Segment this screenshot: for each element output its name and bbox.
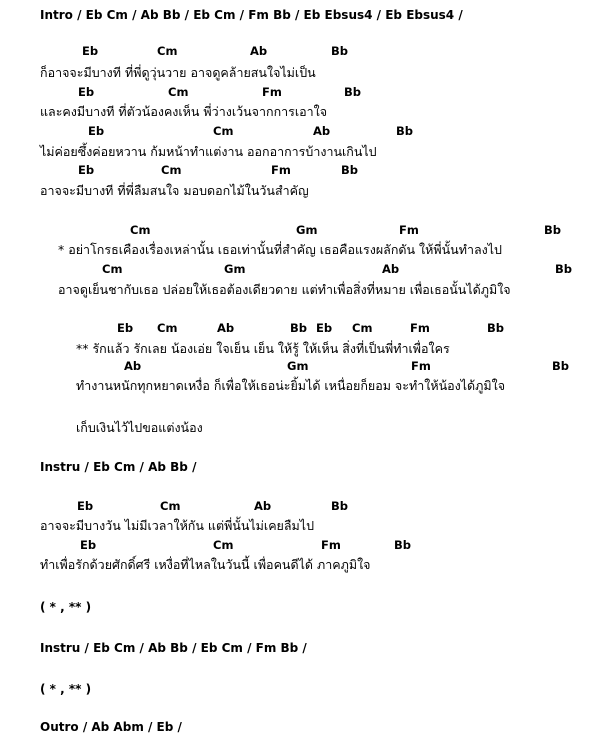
intro-line: Intro / Eb Cm / Ab Bb / Eb Cm / Fm Bb / Eb Ebsus4 / Eb Ebsus4 / [40,8,463,22]
chord: Ab [382,262,400,276]
chord: Gm [287,359,309,373]
chord: Cm [160,499,181,513]
chord: Cm [213,538,234,552]
chord: Fm [410,321,430,335]
chord: Cm [102,262,123,276]
chord: Fm [321,538,341,552]
chord: Bb [544,223,561,237]
chord: Ab [254,499,272,513]
chord: Cm [157,321,178,335]
lyric-line-tag: เก็บเงินไว้ไปขอแต่งน้อง [76,420,203,435]
chord: Bb [341,163,358,177]
chord: Eb [77,499,94,513]
chord: Cm [161,163,182,177]
chord: Eb [88,124,105,138]
chord: Cm [352,321,373,335]
outro-line: Outro / Ab Abm / Eb / [40,720,182,734]
chord: Fm [271,163,291,177]
chord: Eb [82,44,99,58]
chord: Bb [290,321,307,335]
lyric-line: * อย่าโกรธเคืองเรื่องเหล่านั้น เธอเท่านั้นที่สำคัญ เธอคือแรงผลักดัน ให้พี่นั้นทำลงไป [58,242,502,257]
lyric-line: อาจจะมีบางวัน ไม่มีเวลาให้กัน แต่พี่นั้นไม่เคยลืมไป [40,518,314,533]
chord: Ab [313,124,331,138]
lyric-line: อาจจะมีบางที ที่พี่ลืมสนใจ มอบดอกไม้ในวันสำคัญ [40,183,309,198]
chord: Fm [411,359,431,373]
repeat-marker: ( * , ** ) [40,682,92,696]
lyric-line: ไม่ค่อยซึ้งค่อยหวาน ก้มหน้าทำแต่งาน ออกอาการบ้างานเกินไป [40,144,377,159]
chord: Cm [168,85,189,99]
chord: Eb [78,163,95,177]
chord: Cm [157,44,178,58]
repeat-marker: ( * , ** ) [40,600,92,614]
chord: Eb [117,321,134,335]
chord: Bb [487,321,504,335]
chord: Ab [217,321,235,335]
instru-line: Instru / Eb Cm / Ab Bb / Eb Cm / Fm Bb / [40,641,307,655]
instru-line: Instru / Eb Cm / Ab Bb / [40,460,197,474]
chord: Bb [331,44,348,58]
chord: Ab [124,359,142,373]
chord: Eb [316,321,333,335]
chord: Gm [296,223,318,237]
chord: Eb [78,85,95,99]
chord: Eb [80,538,97,552]
chord: Fm [399,223,419,237]
lyric-line: ก็อาจจะมีบางที ที่พี่ดูวุ่นวาย อาจดูคล้ายสนใจไม่เป็น [40,65,316,80]
lyric-line: อาจดูเย็นชากับเธอ ปล่อยให้เธอต้องเดียวดาย แต่ทำเพื่อสิ่งที่หมาย เพื่อเธอนั้นได้ภูมิใจ [58,282,511,297]
chord: Cm [130,223,151,237]
chord: Bb [555,262,572,276]
lyric-line: ทำงานหนักทุกหยาดเหงื่อ ก็เพื่อให้เธอน่ะยิ้มได้ เหนื่อยก็ยอม จะทำให้น้องได้ภูมิใจ [76,378,506,393]
lyric-line: และคงมีบางที ที่ตัวน้องคงเห็น พี่ว่างเว้นจากการเอาใจ [40,104,328,119]
chord: Bb [394,538,411,552]
chord: Bb [331,499,348,513]
chord: Bb [396,124,413,138]
chord: Bb [344,85,361,99]
chord: Bb [552,359,569,373]
lyric-line: ** รักแล้ว รักเลย น้องเอ่ย ใจเย็น เย็น ให้รู้ ให้เห็น สิ่งที่เป็นพี่ทำเพื่อใคร [76,341,450,356]
lyric-line: ทำเพื่อรักด้วยศักดิ์ศรี เหงื่อที่ไหลในวันนี้ เพื่อคนดีได้ ภาคภูมิใจ [40,557,371,572]
chord: Ab [250,44,268,58]
chord: Fm [262,85,282,99]
chord: Gm [224,262,246,276]
chord: Cm [213,124,234,138]
